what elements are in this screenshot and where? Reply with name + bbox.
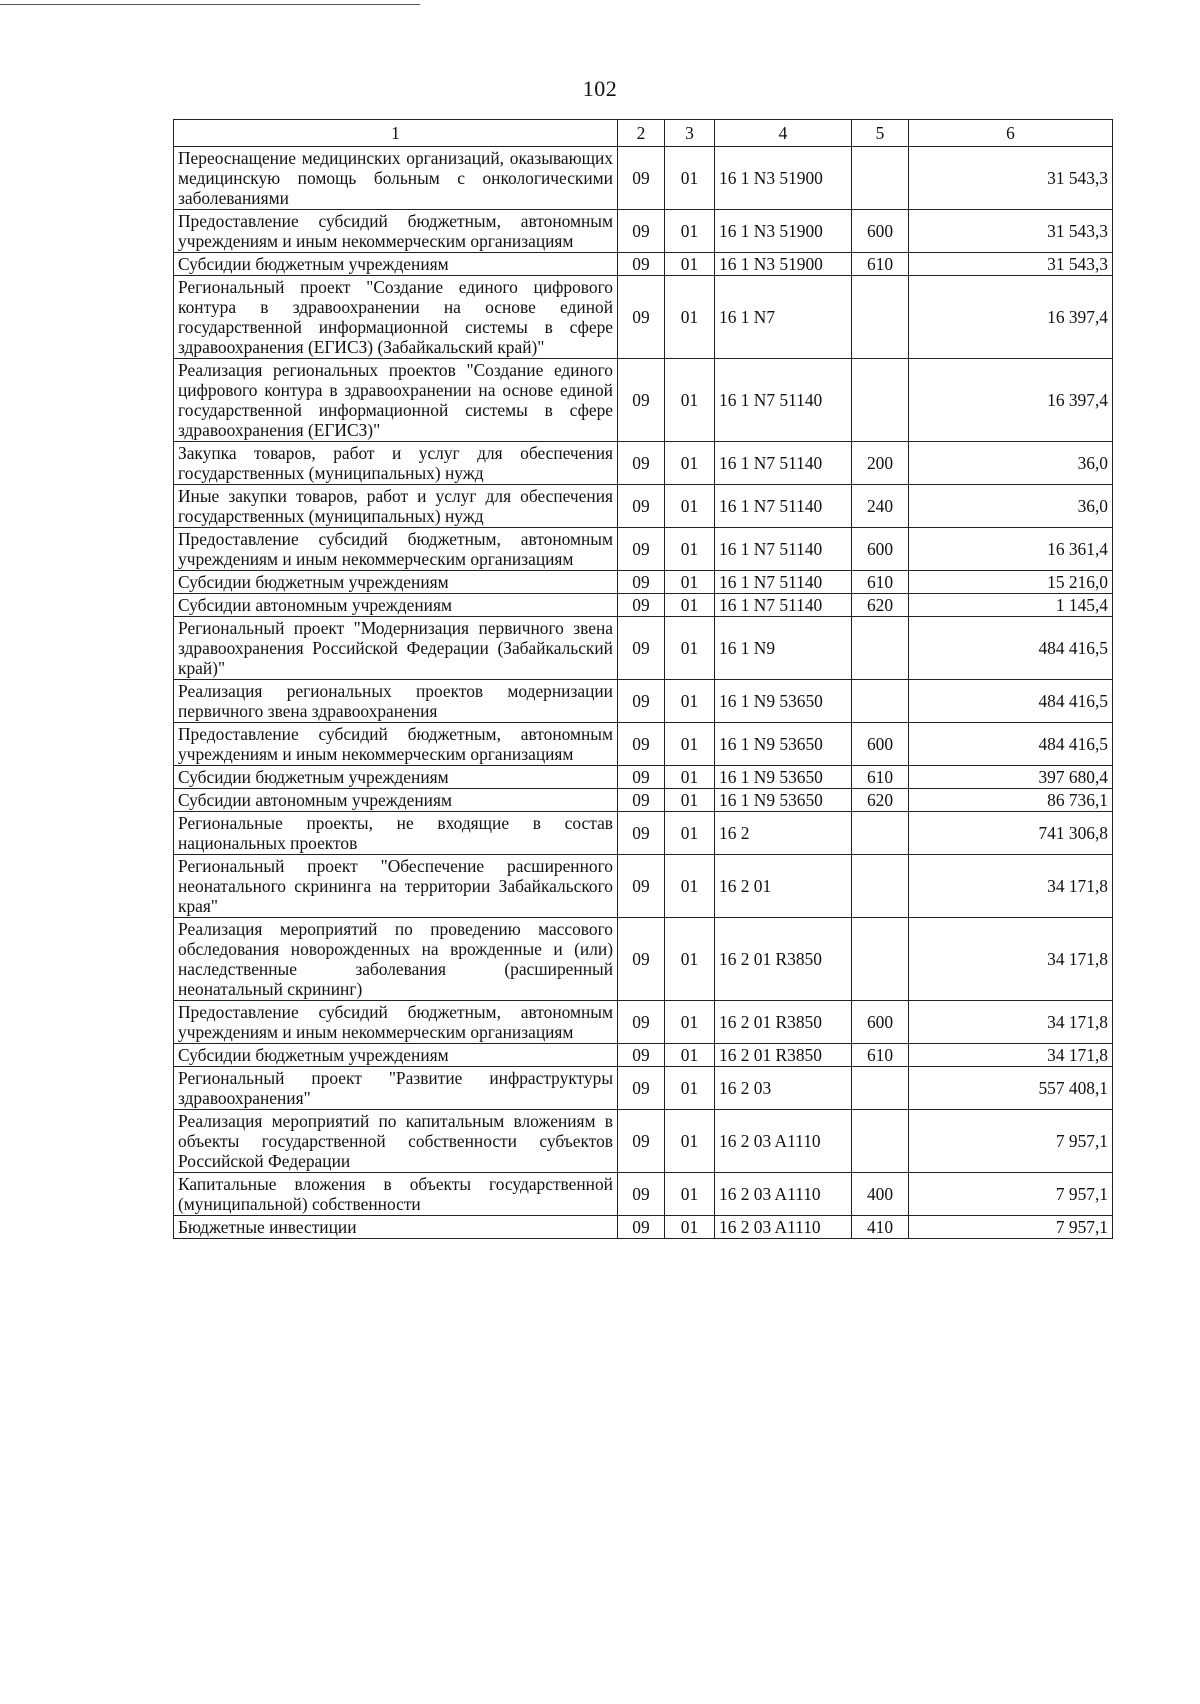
header-cell-amount: 6 [909,120,1113,147]
row-expense-type-cell [852,617,909,680]
row-subsection-cell: 01 [665,1173,715,1216]
table-body [174,147,1113,1239]
table-row [174,571,1113,594]
row-expense-type-cell [852,855,909,918]
row-section-cell: 09 [618,617,665,680]
row-amount-cell: 484 416,5 [909,723,1113,766]
row-amount-cell: 7 957,1 [909,1216,1113,1239]
row-subsection-cell: 01 [665,442,715,485]
row-expense-type-cell: 610 [852,766,909,789]
budget-table [173,119,1113,1239]
row-name-cell: Субсидии автономным учреждениям [174,594,618,617]
row-name-cell: Предоставление субсидий бюджетным, автономным учреждениям и иным некоммерческим организациям [174,723,618,766]
table-row [174,1044,1113,1067]
row-subsection-cell: 01 [665,789,715,812]
row-expense-type-cell: 610 [852,571,909,594]
row-target-item-cell: 16 2 [715,812,852,855]
table-row [174,723,1113,766]
row-target-item-cell: 16 1 N7 51140 [715,442,852,485]
row-subsection-cell: 01 [665,359,715,442]
table-row [174,617,1113,680]
row-section-cell: 09 [618,442,665,485]
row-amount-cell: 36,0 [909,485,1113,528]
table-row [174,1001,1113,1044]
row-amount-cell: 31 543,3 [909,210,1113,253]
table-row [174,855,1113,918]
row-section-cell: 09 [618,485,665,528]
table-row [174,276,1113,359]
header-cell-target-item: 4 [715,120,852,147]
row-amount-cell: 16 397,4 [909,359,1113,442]
row-expense-type-cell [852,1110,909,1173]
row-subsection-cell: 01 [665,1110,715,1173]
row-subsection-cell: 01 [665,210,715,253]
table-row [174,1216,1113,1239]
row-section-cell: 09 [618,1067,665,1110]
row-section-cell: 09 [618,276,665,359]
row-section-cell: 09 [618,210,665,253]
row-amount-cell: 7 957,1 [909,1110,1113,1173]
row-section-cell: 09 [618,1173,665,1216]
row-expense-type-cell: 600 [852,1001,909,1044]
row-target-item-cell: 16 1 N7 51140 [715,594,852,617]
table-row [174,147,1113,210]
row-subsection-cell: 01 [665,528,715,571]
row-subsection-cell: 01 [665,766,715,789]
table-row [174,812,1113,855]
table-row [174,680,1113,723]
row-section-cell: 09 [618,253,665,276]
row-expense-type-cell: 240 [852,485,909,528]
table-row [174,789,1113,812]
header-cell-subsection: 3 [665,120,715,147]
row-target-item-cell: 16 2 01 R3850 [715,1001,852,1044]
row-section-cell: 09 [618,789,665,812]
row-amount-cell: 15 216,0 [909,571,1113,594]
row-target-item-cell: 16 2 03 A1110 [715,1110,852,1173]
row-name-cell: Реализация мероприятий по капитальным вложениям в объекты государственной собственности субъектов Российской Федерации [174,1110,618,1173]
row-subsection-cell: 01 [665,571,715,594]
row-name-cell: Субсидии бюджетным учреждениям [174,253,618,276]
row-name-cell: Переоснащение медицинских организаций, оказывающих медицинскую помощь больным с онкологическими заболеваниями [174,147,618,210]
row-section-cell: 09 [618,1044,665,1067]
row-subsection-cell: 01 [665,1044,715,1067]
row-name-cell: Предоставление субсидий бюджетным, автономным учреждениям и иным некоммерческим организациям [174,1001,618,1044]
row-target-item-cell: 16 2 01 [715,855,852,918]
row-name-cell: Субсидии бюджетным учреждениям [174,766,618,789]
row-expense-type-cell: 600 [852,528,909,571]
row-amount-cell: 34 171,8 [909,1001,1113,1044]
row-amount-cell: 16 397,4 [909,276,1113,359]
row-subsection-cell: 01 [665,485,715,528]
row-target-item-cell: 16 1 N3 51900 [715,147,852,210]
row-target-item-cell: 16 1 N9 53650 [715,680,852,723]
row-target-item-cell: 16 1 N7 51140 [715,528,852,571]
row-name-cell: Бюджетные инвестиции [174,1216,618,1239]
row-name-cell: Капитальные вложения в объекты государственной (муниципальной) собственности [174,1173,618,1216]
row-section-cell: 09 [618,918,665,1001]
row-section-cell: 09 [618,571,665,594]
row-expense-type-cell: 620 [852,789,909,812]
table-row [174,1173,1113,1216]
table-row [174,528,1113,571]
row-section-cell: 09 [618,1216,665,1239]
row-name-cell: Региональный проект "Развитие инфраструктуры здравоохранения" [174,1067,618,1110]
row-expense-type-cell [852,680,909,723]
row-target-item-cell: 16 1 N7 51140 [715,571,852,594]
row-amount-cell: 86 736,1 [909,789,1113,812]
row-name-cell: Региональный проект "Создание единого цифрового контура в здравоохранении на основе единой государственной информационной системы в сфере здравоохранения (ЕГИСЗ) (Забайкальский край)" [174,276,618,359]
row-amount-cell: 484 416,5 [909,680,1113,723]
row-amount-cell: 557 408,1 [909,1067,1113,1110]
row-target-item-cell: 16 1 N3 51900 [715,253,852,276]
row-target-item-cell: 16 1 N7 [715,276,852,359]
row-subsection-cell: 01 [665,812,715,855]
row-expense-type-cell: 410 [852,1216,909,1239]
row-subsection-cell: 01 [665,918,715,1001]
row-name-cell: Закупка товаров, работ и услуг для обеспечения государственных (муниципальных) нужд [174,442,618,485]
row-subsection-cell: 01 [665,617,715,680]
row-section-cell: 09 [618,359,665,442]
row-section-cell: 09 [618,1001,665,1044]
row-amount-cell: 34 171,8 [909,1044,1113,1067]
row-expense-type-cell [852,147,909,210]
row-target-item-cell: 16 2 03 A1110 [715,1173,852,1216]
row-target-item-cell: 16 1 N9 53650 [715,723,852,766]
row-amount-cell: 16 361,4 [909,528,1113,571]
row-subsection-cell: 01 [665,1001,715,1044]
row-section-cell: 09 [618,594,665,617]
row-amount-cell: 34 171,8 [909,855,1113,918]
row-subsection-cell: 01 [665,253,715,276]
row-section-cell: 09 [618,147,665,210]
row-name-cell: Предоставление субсидий бюджетным, автономным учреждениям и иным некоммерческим организациям [174,210,618,253]
table-row [174,766,1113,789]
row-section-cell: 09 [618,1110,665,1173]
row-expense-type-cell [852,1067,909,1110]
row-subsection-cell: 01 [665,723,715,766]
table-row [174,918,1113,1001]
row-subsection-cell: 01 [665,1216,715,1239]
row-target-item-cell: 16 2 03 [715,1067,852,1110]
row-section-cell: 09 [618,766,665,789]
row-name-cell: Реализация мероприятий по проведению массового обследования новорожденных на врожденные и (или) наследственные заболевания (расширенный неонатальный скрининг) [174,918,618,1001]
table-row [174,253,1113,276]
row-subsection-cell: 01 [665,276,715,359]
row-section-cell: 09 [618,528,665,571]
row-amount-cell: 7 957,1 [909,1173,1113,1216]
header-row [174,120,1113,147]
row-name-cell: Реализация региональных проектов модернизации первичного звена здравоохранения [174,680,618,723]
row-amount-cell: 741 306,8 [909,812,1113,855]
row-amount-cell: 484 416,5 [909,617,1113,680]
row-section-cell: 09 [618,723,665,766]
row-subsection-cell: 01 [665,680,715,723]
table-row [174,359,1113,442]
row-name-cell: Субсидии бюджетным учреждениям [174,1044,618,1067]
scan-edge-line [0,4,420,5]
row-name-cell: Субсидии автономным учреждениям [174,789,618,812]
row-name-cell: Иные закупки товаров, работ и услуг для обеспечения государственных (муниципальных) нужд [174,485,618,528]
page-number: 102 [582,76,618,101]
row-target-item-cell: 16 2 01 R3850 [715,1044,852,1067]
row-amount-cell: 36,0 [909,442,1113,485]
table-row [174,1067,1113,1110]
row-expense-type-cell [852,359,909,442]
row-expense-type-cell [852,918,909,1001]
row-section-cell: 09 [618,812,665,855]
row-expense-type-cell: 610 [852,253,909,276]
row-expense-type-cell [852,276,909,359]
row-expense-type-cell [852,812,909,855]
table-row [174,210,1113,253]
row-target-item-cell: 16 1 N7 51140 [715,359,852,442]
row-expense-type-cell: 600 [852,723,909,766]
row-target-item-cell: 16 1 N3 51900 [715,210,852,253]
row-target-item-cell: 16 1 N9 53650 [715,766,852,789]
row-amount-cell: 397 680,4 [909,766,1113,789]
row-target-item-cell: 16 1 N7 51140 [715,485,852,528]
row-name-cell: Региональный проект "Модернизация первичного звена здравоохранения Российской Федерации (Забайкальский край)" [174,617,618,680]
row-target-item-cell: 16 2 01 R3850 [715,918,852,1001]
row-name-cell: Региональные проекты, не входящие в состав национальных проектов [174,812,618,855]
table-row [174,594,1113,617]
table-row [174,1110,1113,1173]
row-expense-type-cell: 620 [852,594,909,617]
row-target-item-cell: 16 2 03 A1110 [715,1216,852,1239]
row-subsection-cell: 01 [665,594,715,617]
row-amount-cell: 1 145,4 [909,594,1113,617]
row-name-cell: Региональный проект "Обеспечение расширенного неонатального скрининга на территории Забайкальского края" [174,855,618,918]
row-expense-type-cell: 600 [852,210,909,253]
row-section-cell: 09 [618,680,665,723]
row-amount-cell: 31 543,3 [909,147,1113,210]
header-cell-name: 1 [174,120,618,147]
row-target-item-cell: 16 1 N9 53650 [715,789,852,812]
row-expense-type-cell: 400 [852,1173,909,1216]
row-amount-cell: 34 171,8 [909,918,1113,1001]
table-row [174,442,1113,485]
header-cell-section: 2 [618,120,665,147]
row-amount-cell: 31 543,3 [909,253,1113,276]
row-name-cell: Субсидии бюджетным учреждениям [174,571,618,594]
row-expense-type-cell: 610 [852,1044,909,1067]
row-name-cell: Реализация региональных проектов "Создание единого цифрового контура в здравоохранении на основе единой государственной информационной системы в сфере здравоохранения (ЕГИСЗ)" [174,359,618,442]
row-name-cell: Предоставление субсидий бюджетным, автономным учреждениям и иным некоммерческим организациям [174,528,618,571]
row-expense-type-cell: 200 [852,442,909,485]
header-cell-expense-type: 5 [852,120,909,147]
row-subsection-cell: 01 [665,147,715,210]
row-subsection-cell: 01 [665,855,715,918]
row-target-item-cell: 16 1 N9 [715,617,852,680]
table-row [174,485,1113,528]
row-subsection-cell: 01 [665,1067,715,1110]
row-section-cell: 09 [618,855,665,918]
